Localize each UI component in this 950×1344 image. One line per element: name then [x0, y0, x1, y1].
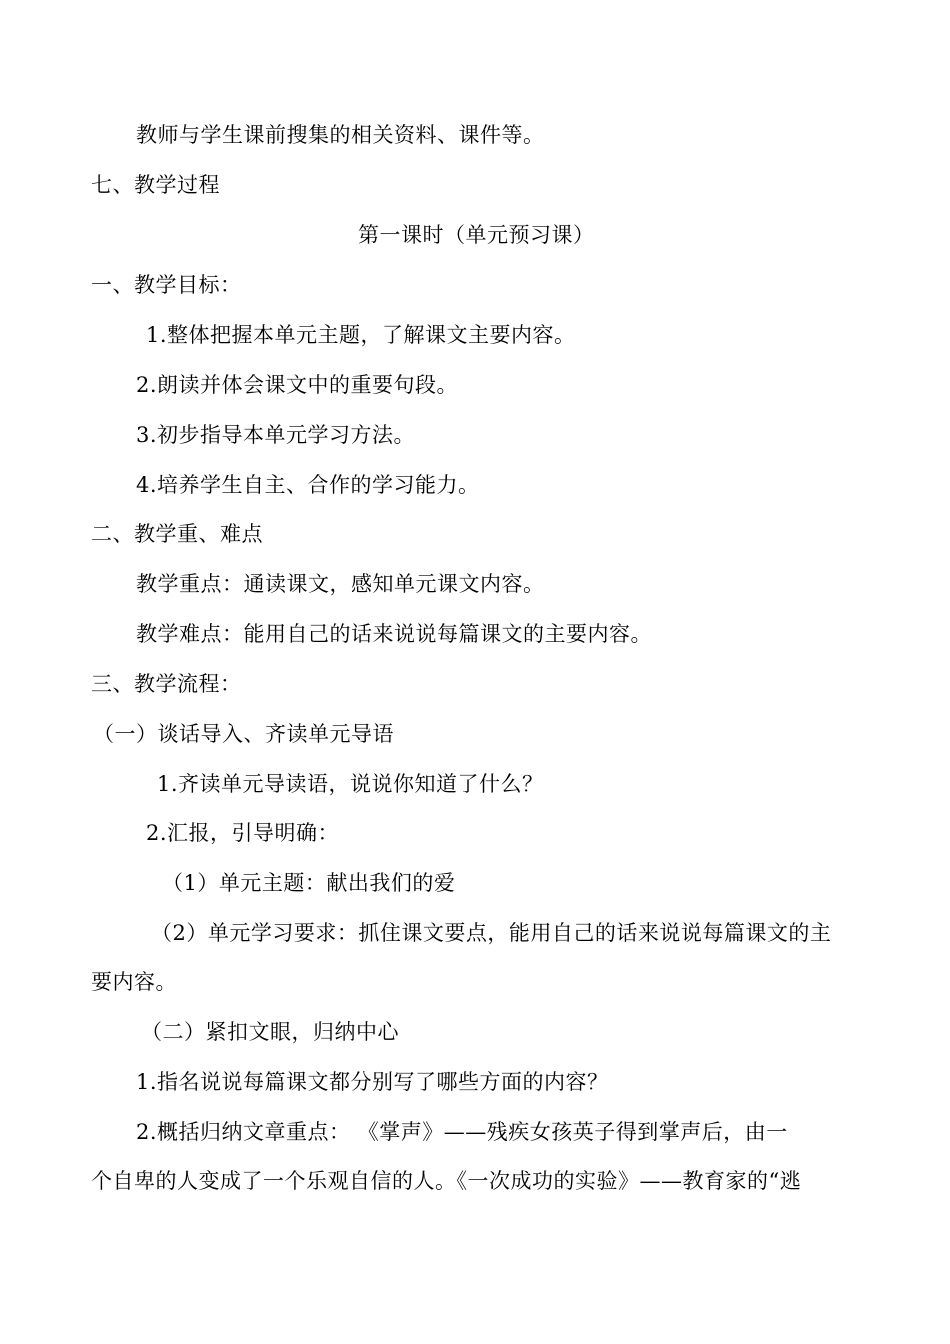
section-seven-heading: 七、教学过程 [91, 173, 220, 197]
part-one-sub-item-continued: 要内容。 [91, 970, 177, 994]
part-one-sub-item: （1）单元主题：献出我们的爱 [162, 871, 456, 895]
objective-item: 1.整体把握本单元主题，了解课文主要内容。 [146, 323, 576, 347]
part-two-step: 1.指名说说每篇课文都分别写了哪些方面的内容？ [136, 1070, 609, 1094]
objective-item: 4.培养学生自主、合作的学习能力。 [136, 473, 480, 497]
lesson-title: 第一课时（单元预习课） [358, 223, 595, 247]
part-one-heading: （一）谈话导入、齐读单元导语 [93, 722, 394, 746]
objective-item: 2.朗读并体会课文中的重要句段。 [136, 373, 459, 397]
part-two-step: 2.概括归纳文章重点： 《掌声》——残疾女孩英子得到掌声后，由一 [136, 1120, 788, 1144]
objective-item: 3.初步指导本单元学习方法。 [136, 423, 416, 447]
objectives-heading: 一、教学目标： [91, 273, 242, 297]
part-one-step: 1.齐读单元导读语，说说你知道了什么？ [157, 772, 544, 796]
materials-line: 教师与学生课前搜集的相关资料、课件等。 [136, 123, 545, 147]
process-heading: 三、教学流程： [91, 672, 242, 696]
key-points-heading: 二、教学重、难点 [91, 522, 263, 546]
part-two-heading: （二）紧扣文眼，归纳中心 [141, 1020, 399, 1044]
key-point-focus: 教学重点：通读课文，感知单元课文内容。 [136, 572, 545, 596]
part-one-step: 2.汇报，引导明确： [146, 821, 340, 845]
part-two-step-continued: 个自卑的人变成了一个乐观自信的人。《一次成功的实验》——教育家的“逃 [91, 1169, 802, 1193]
part-one-sub-item: （2）单元学习要求：抓住课文要点，能用自己的话来说说每篇课文的主 [151, 921, 832, 945]
key-point-difficulty: 教学难点：能用自己的话来说说每篇课文的主要内容。 [136, 622, 652, 646]
